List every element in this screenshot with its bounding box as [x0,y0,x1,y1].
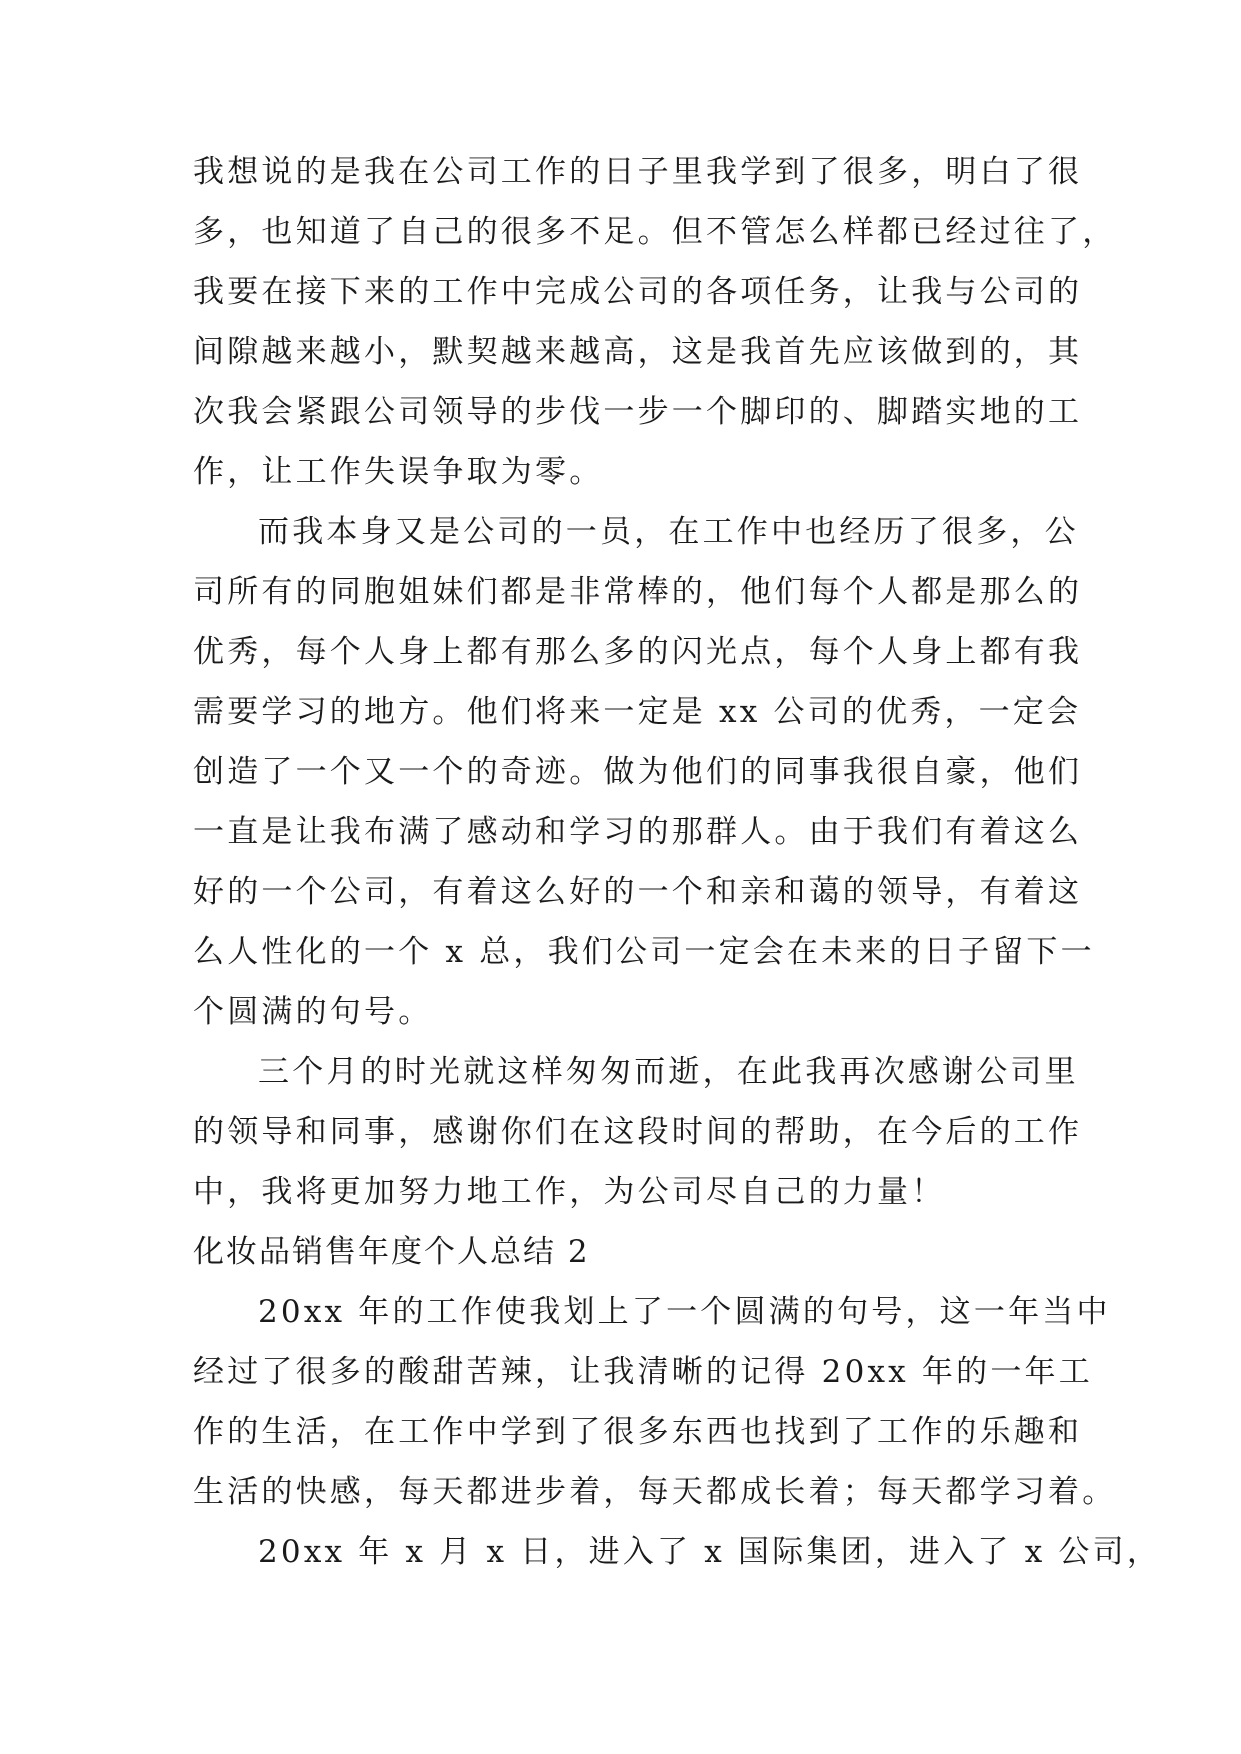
paragraph-3-first-line: 三个月的时光就这样匆匆而逝，在此我再次感谢公司里 [258,1054,1079,1090]
text-line-12: 一直是让我布满了感动和学习的那群人。由于我们有着这么 [193,814,1083,850]
text-line-22: 作的生活，在工作中学到了很多东西也找到了工作的乐趣和 [193,1414,1083,1450]
text-line-13: 好的一个公司，有着这么好的一个和亲和蔼的领导，有着这 [193,874,1083,910]
text-line-3: 我要在接下来的工作中完成公司的各项任务，让我与公司的 [193,274,1083,310]
text-line-6: 作，让工作失误争取为零。 [193,454,604,490]
paragraph-5-first-line: 20xx 年 x 月 x 日，进入了 x 国际集团，进入了 x 公司， [258,1534,1162,1570]
text-line-21: 经过了很多的酸甜苦辣，让我清晰的记得 20xx 年的一年工 [193,1354,1093,1390]
text-line-9: 优秀，每个人身上都有那么多的闪光点，每个人身上都有我 [193,634,1083,670]
text-line-14: 么人性化的一个 x 总，我们公司一定会在未来的日子留下一 [193,934,1095,970]
text-line-15: 个圆满的句号。 [193,994,433,1030]
text-line-4: 间隙越来越小，默契越来越高，这是我首先应该做到的，其 [193,334,1083,370]
text-line-18: 中，我将更加努力地工作，为公司尽自己的力量！ [193,1174,946,1210]
section-heading: 化妆品销售年度个人总结 2 [193,1234,590,1270]
text-line-8: 司所有的同胞姐妹们都是非常棒的，他们每个人都是那么的 [193,574,1083,610]
text-line-2: 多，也知道了自己的很多不足。但不管怎么样都已经过往了， [193,214,1117,250]
text-line-17: 的领导和同事，感谢你们在这段时间的帮助，在今后的工作 [193,1114,1083,1150]
paragraph-2-first-line: 而我本身又是公司的一员，在工作中也经历了很多，公 [258,514,1079,550]
text-line-11: 创造了一个又一个的奇迹。做为他们的同事我很自豪，他们 [193,754,1083,790]
text-line-5: 次我会紧跟公司领导的步伐一步一个脚印的、脚踏实地的工 [193,394,1083,430]
text-line-10: 需要学习的地方。他们将来一定是 xx 公司的优秀，一定会 [193,694,1082,730]
text-line-23: 生活的快感，每天都进步着，每天都成长着；每天都学习着。 [193,1474,1117,1510]
text-line-1: 我想说的是我在公司工作的日子里我学到了很多，明白了很 [193,154,1083,190]
paragraph-4-first-line: 20xx 年的工作使我划上了一个圆满的句号，这一年当中 [258,1294,1111,1330]
